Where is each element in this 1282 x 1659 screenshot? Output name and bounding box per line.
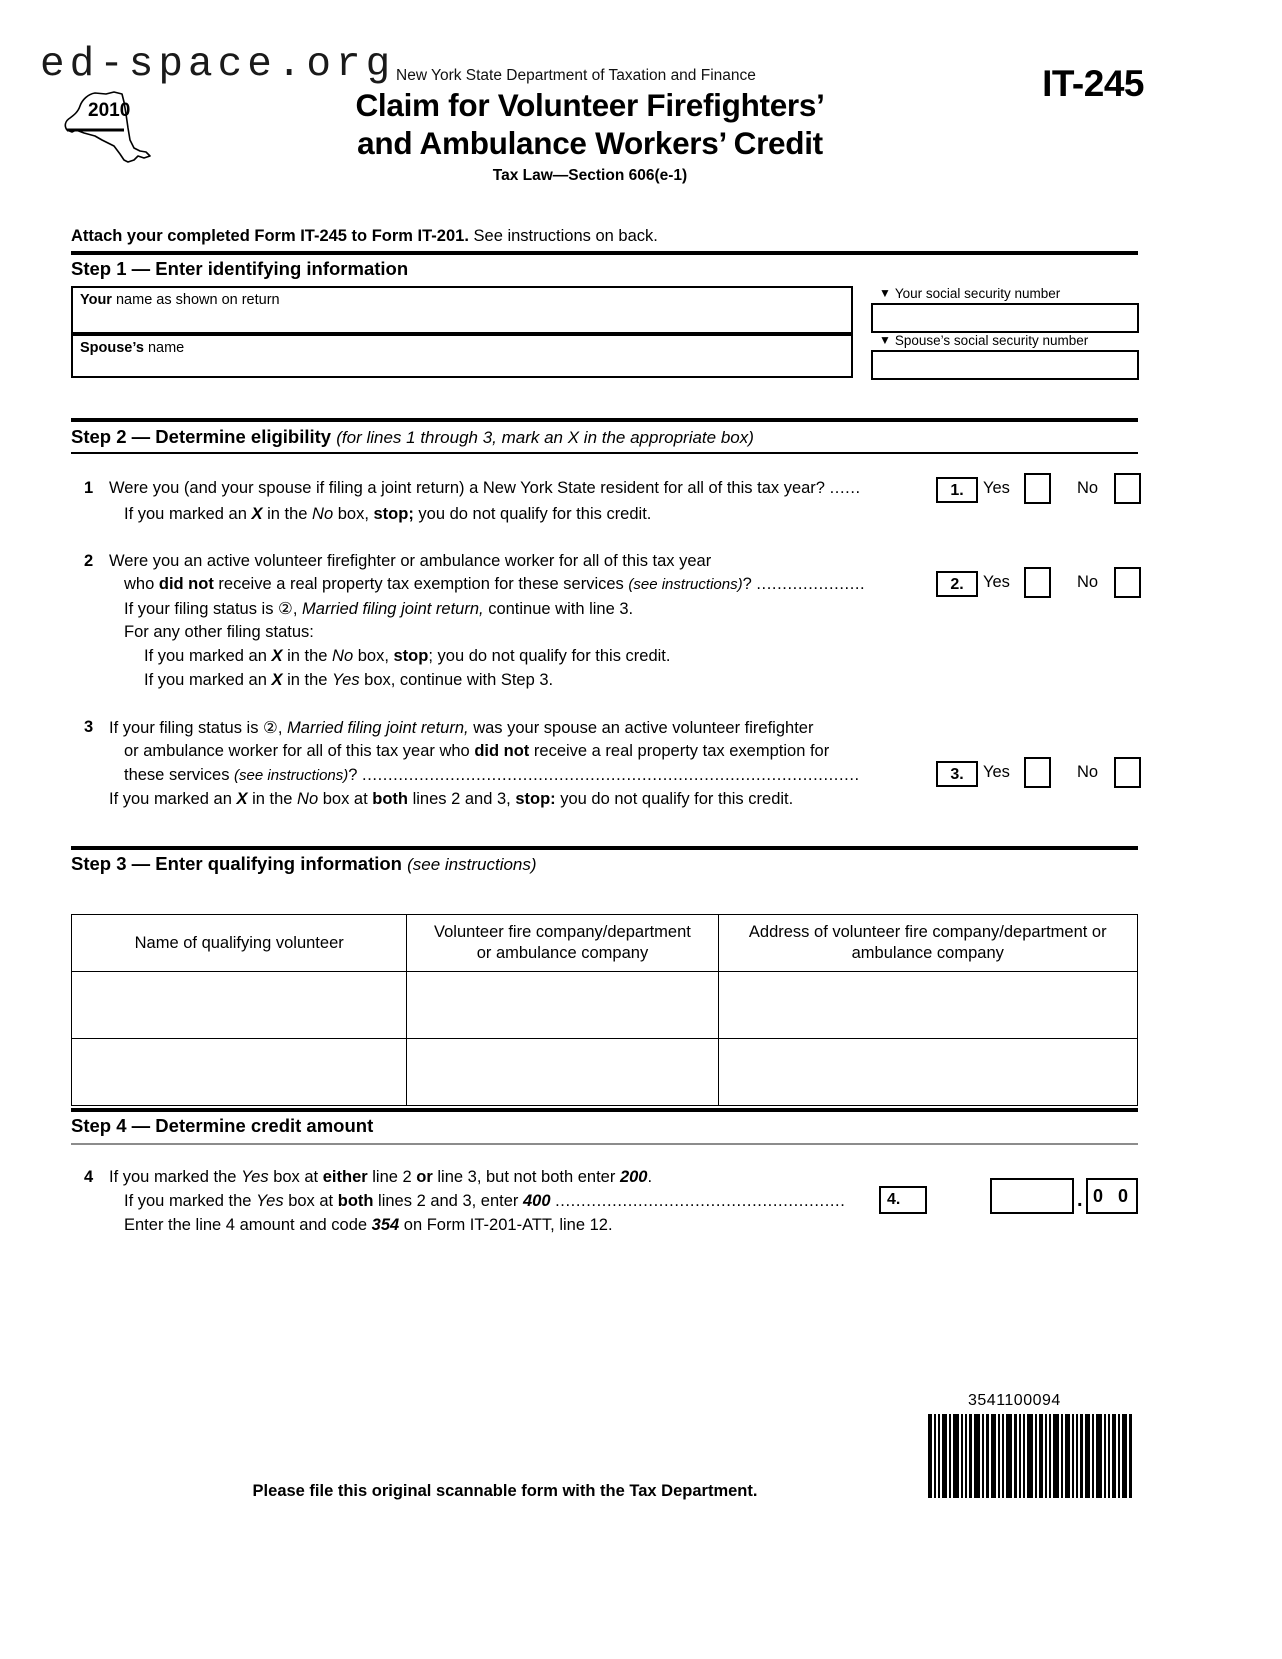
- line-3-question-l1: If your filing status is ②, Married filing joint return, was your spouse an active volunteer firefighter: [109, 719, 814, 737]
- attach-notice: [71, 227, 658, 246]
- divider-under-attach: [71, 251, 1138, 255]
- line-2-question-l1: Were you an active volunteer firefighter or ambulance worker for all of this tax year: [109, 552, 712, 570]
- column-header-address-l2: ambulance company: [851, 944, 1004, 962]
- line-3-number: 3: [84, 718, 94, 736]
- column-header-company-l2: or ambulance company: [476, 944, 649, 962]
- row-2-name-cell[interactable]: [72, 1039, 407, 1106]
- spouse-ssn-label: ▼ Spouse’s social security number: [879, 333, 1089, 348]
- triangle-marker-icon-2: ▼: [879, 333, 891, 347]
- line-3-no-checkbox[interactable]: [1114, 757, 1141, 788]
- form-year: 2010: [88, 100, 131, 121]
- step1-heading: Step 1 — Enter identifying information: [71, 258, 409, 279]
- form-number: IT-245: [1042, 63, 1144, 104]
- line-2-number: 2: [84, 552, 94, 570]
- your-ssn-label: ▼ Your social security number: [879, 286, 1061, 301]
- line-4-text-l2: If you marked the Yes box at both lines 2 and 3, enter 400 ........................................................: [124, 1192, 846, 1210]
- line-1-number: 1: [84, 479, 94, 497]
- decimal-point: .: [1077, 1189, 1083, 1211]
- line-1-box-label: 1.: [936, 477, 978, 503]
- qualifying-information-table: [71, 914, 1138, 1106]
- watermark-text: ed-space.org: [40, 42, 396, 88]
- line-1-yes-checkbox[interactable]: [1024, 473, 1051, 504]
- form-title-line2: and Ambulance Workers’ Credit: [357, 125, 823, 161]
- line-4-number: 4: [84, 1168, 94, 1186]
- line-3-no-label: No: [1077, 763, 1099, 781]
- table-row: [72, 1039, 1138, 1106]
- line-3-question-l2: or ambulance worker for all of this tax year who did not receive a real property tax exemption for: [124, 742, 830, 760]
- form-title-block: [0, 86, 1180, 162]
- divider-above-step2: [71, 418, 1138, 422]
- column-header-address: [718, 915, 1137, 972]
- your-name-label: Your name as shown on return: [80, 292, 280, 308]
- attach-notice-rest: See instructions on back.: [468, 227, 658, 245]
- step2-heading: Step 2 — Determine eligibility (for lines 1 through 3, mark an X in the appropriate box): [71, 426, 754, 447]
- line-2-sub-2: For any other filing status:: [124, 623, 314, 641]
- line-2-sub-4: If you marked an X in the Yes box, continue with Step 3.: [144, 671, 554, 689]
- line-4-amount-field[interactable]: [990, 1178, 1074, 1214]
- spouse-name-label: Spouse’s name: [80, 340, 185, 356]
- attach-notice-bold: Attach your completed Form IT-245 to Form IT-201.: [71, 227, 469, 245]
- line-2-no-label: No: [1077, 573, 1099, 591]
- step3-heading: Step 3 — Enter qualifying information (see instructions): [71, 853, 537, 874]
- line-3-sub-1: If you marked an X in the No box at both lines 2 and 3, stop: you do not qualify for this credit.: [109, 790, 794, 808]
- row-2-company-cell[interactable]: [407, 1039, 718, 1106]
- line-3-yes-checkbox[interactable]: [1024, 757, 1051, 788]
- row-1-company-cell[interactable]: [407, 972, 718, 1039]
- table-header-row: [72, 915, 1138, 972]
- line-4-text-l1: If you marked the Yes box at either line 2 or line 3, but not both enter 200.: [109, 1168, 653, 1186]
- line-1-sub-1: If you marked an X in the No box, stop; you do not qualify for this credit.: [124, 505, 652, 523]
- column-header-company: [407, 915, 718, 972]
- your-ssn-field[interactable]: [871, 303, 1139, 333]
- department-name: New York State Department of Taxation and Finance: [396, 67, 756, 84]
- line-2-no-checkbox[interactable]: [1114, 567, 1141, 598]
- line-1-no-label: No: [1077, 479, 1099, 497]
- line-2-sub-1: If your filing status is ②, Married filing joint return, continue with line 3.: [124, 600, 634, 618]
- row-1-name-cell[interactable]: [72, 972, 407, 1039]
- line-2-box-label: 2.: [936, 571, 978, 597]
- triangle-marker-icon: ▼: [879, 286, 891, 300]
- divider-under-step2-heading: [71, 452, 1138, 454]
- form-title-line1: Claim for Volunteer Firefighters’: [355, 87, 825, 123]
- divider-above-step3: [71, 846, 1138, 850]
- spouse-ssn-field[interactable]: [871, 350, 1139, 380]
- row-1-address-cell[interactable]: [718, 972, 1137, 1039]
- line-2-yes-checkbox[interactable]: [1024, 567, 1051, 598]
- divider-under-step4-heading: [71, 1143, 1138, 1145]
- form-header: [0, 0, 1282, 205]
- step3-heading-note: (see instructions): [407, 855, 537, 874]
- line-3-box-label: 3.: [936, 761, 978, 787]
- line-1-no-checkbox[interactable]: [1114, 473, 1141, 504]
- line-2-yes-label: Yes: [983, 573, 1010, 591]
- line-4-box-label: 4.: [879, 1186, 927, 1214]
- divider-above-step4: [71, 1108, 1138, 1112]
- barcode-number: 3541100094: [968, 1392, 1061, 1409]
- column-header-name: Name of qualifying volunteer: [72, 915, 407, 972]
- line-1-yes-label: Yes: [983, 479, 1010, 497]
- column-header-address-l1: Address of volunteer fire company/department or: [748, 923, 1107, 941]
- line-1-question: Were you (and your spouse if filing a joint return) a New York State resident for all of this tax year? ......: [109, 479, 861, 497]
- line-4-cents-value: 0 0: [1093, 1186, 1134, 1206]
- line-3-yes-label: Yes: [983, 763, 1010, 781]
- line-3-question-l3: these services (see instructions)? ................................................................................................: [124, 766, 860, 784]
- line-2-question-l2: who did not receive a real property tax exemption for these services (see instructions)? .....................: [124, 575, 866, 593]
- footer-notice: Please file this original scannable form with the Tax Department.: [252, 1482, 758, 1500]
- line-4-text-l3: Enter the line 4 amount and code 354 on Form IT-201-ATT, line 12.: [124, 1216, 613, 1234]
- tax-law-citation: Tax Law—Section 606(e-1): [492, 167, 688, 184]
- spouse-name-field[interactable]: [71, 334, 853, 378]
- line-2-sub-3: If you marked an X in the No box, stop; you do not qualify for this credit.: [144, 647, 671, 665]
- table-row: [72, 972, 1138, 1039]
- column-header-company-l1: Volunteer fire company/department: [434, 923, 691, 941]
- your-name-field[interactable]: [71, 286, 853, 334]
- step4-heading: Step 4 — Determine credit amount: [71, 1115, 374, 1136]
- row-2-address-cell[interactable]: [718, 1039, 1137, 1106]
- step2-heading-note: (for lines 1 through 3, mark an X in the appropriate box): [336, 428, 754, 447]
